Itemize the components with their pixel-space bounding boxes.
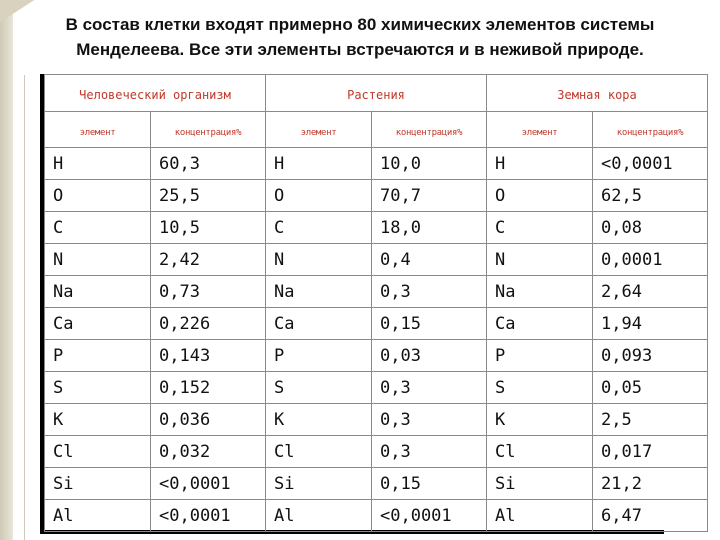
element-symbol-cell: S bbox=[487, 372, 593, 404]
concentration-cell: 60,3 bbox=[151, 148, 266, 180]
concentration-cell: 18,0 bbox=[372, 212, 487, 244]
element-symbol-cell: Al bbox=[45, 500, 151, 532]
element-symbol-cell: H bbox=[487, 148, 593, 180]
concentration-cell: 62,5 bbox=[593, 180, 708, 212]
concentration-cell: 0,152 bbox=[151, 372, 266, 404]
element-symbol-cell: S bbox=[266, 372, 372, 404]
element-symbol-cell: Si bbox=[487, 468, 593, 500]
table-row bbox=[45, 340, 708, 372]
table-row bbox=[45, 308, 708, 340]
group-plants: Растения bbox=[266, 75, 487, 112]
subheader-element: элемент bbox=[266, 112, 372, 148]
left-decorative-band bbox=[0, 0, 13, 540]
concentration-cell: <0,0001 bbox=[151, 468, 266, 500]
concentration-cell: 25,5 bbox=[151, 180, 266, 212]
concentration-cell: 0,3 bbox=[372, 276, 487, 308]
table-row bbox=[45, 404, 708, 436]
element-symbol-cell: K bbox=[266, 404, 372, 436]
table-row bbox=[45, 148, 708, 180]
concentration-cell: <0,0001 bbox=[593, 148, 708, 180]
concentration-cell: 0,15 bbox=[372, 308, 487, 340]
element-symbol-cell: C bbox=[487, 212, 593, 244]
element-symbol-cell: H bbox=[45, 148, 151, 180]
element-symbol-cell: P bbox=[45, 340, 151, 372]
element-symbol-cell: Ca bbox=[45, 308, 151, 340]
element-symbol-cell: Cl bbox=[266, 436, 372, 468]
subheader-concentration: концентрация% bbox=[372, 112, 487, 148]
concentration-cell: 0,0001 bbox=[593, 244, 708, 276]
concentration-cell: 0,093 bbox=[593, 340, 708, 372]
concentration-cell: 0,08 bbox=[593, 212, 708, 244]
concentration-cell: 70,7 bbox=[372, 180, 487, 212]
subheader-row bbox=[45, 112, 708, 148]
concentration-cell: 0,4 bbox=[372, 244, 487, 276]
concentration-cell: <0,0001 bbox=[151, 500, 266, 532]
element-symbol-cell: H bbox=[266, 148, 372, 180]
element-symbol-cell: Ca bbox=[487, 308, 593, 340]
table-row bbox=[45, 500, 708, 532]
table-row bbox=[45, 244, 708, 276]
concentration-cell: 21,2 bbox=[593, 468, 708, 500]
subheader-concentration: концентрация% bbox=[593, 112, 708, 148]
concentration-cell: 1,94 bbox=[593, 308, 708, 340]
element-symbol-cell: O bbox=[45, 180, 151, 212]
slide-title bbox=[15, 12, 705, 62]
element-symbol-cell: Ca bbox=[266, 308, 372, 340]
element-symbol-cell: P bbox=[266, 340, 372, 372]
concentration-cell: 6,47 bbox=[593, 500, 708, 532]
concentration-cell: 2,64 bbox=[593, 276, 708, 308]
element-symbol-cell: Si bbox=[45, 468, 151, 500]
element-symbol-cell: K bbox=[487, 404, 593, 436]
concentration-cell: 0,03 bbox=[372, 340, 487, 372]
slide-title-line-1: В состав клетки входят примерно 80 химических элементов системы bbox=[65, 15, 655, 34]
element-symbol-cell: Na bbox=[487, 276, 593, 308]
concentration-cell: 0,3 bbox=[372, 372, 487, 404]
concentration-cell: 0,73 bbox=[151, 276, 266, 308]
concentration-cell: 0,143 bbox=[151, 340, 266, 372]
table-row bbox=[45, 212, 708, 244]
concentration-cell: 10,0 bbox=[372, 148, 487, 180]
decorative-vertical-line bbox=[24, 75, 25, 540]
table-row bbox=[45, 276, 708, 308]
concentration-cell: 0,226 bbox=[151, 308, 266, 340]
element-symbol-cell: Al bbox=[266, 500, 372, 532]
element-symbol-cell: C bbox=[45, 212, 151, 244]
subheader-concentration: концентрация% bbox=[151, 112, 266, 148]
element-concentration-table bbox=[44, 74, 708, 532]
element-symbol-cell: P bbox=[487, 340, 593, 372]
table-body bbox=[45, 75, 708, 532]
table-row bbox=[45, 372, 708, 404]
element-symbol-cell: Cl bbox=[45, 436, 151, 468]
slide-title-line-2: Менделеева. Все эти элементы встречаются и в неживой природе. bbox=[76, 40, 644, 59]
element-symbol-cell: N bbox=[266, 244, 372, 276]
element-symbol-cell: N bbox=[487, 244, 593, 276]
concentration-cell: 0,036 bbox=[151, 404, 266, 436]
element-symbol-cell: C bbox=[266, 212, 372, 244]
element-symbol-cell: Cl bbox=[487, 436, 593, 468]
concentration-cell: 10,5 bbox=[151, 212, 266, 244]
concentration-cell: 2,42 bbox=[151, 244, 266, 276]
element-symbol-cell: Al bbox=[487, 500, 593, 532]
concentration-cell: 0,3 bbox=[372, 404, 487, 436]
group-header-row bbox=[45, 75, 708, 112]
element-symbol-cell: Na bbox=[45, 276, 151, 308]
element-symbol-cell: S bbox=[45, 372, 151, 404]
subheader-element: элемент bbox=[487, 112, 593, 148]
concentration-cell: 0,15 bbox=[372, 468, 487, 500]
table-row bbox=[45, 468, 708, 500]
element-symbol-cell: O bbox=[266, 180, 372, 212]
element-table-frame bbox=[40, 74, 684, 534]
subheader-element: элемент bbox=[45, 112, 151, 148]
element-symbol-cell: O bbox=[487, 180, 593, 212]
group-human-body: Человеческий организм bbox=[45, 75, 266, 112]
table-row bbox=[45, 436, 708, 468]
element-symbol-cell: Si bbox=[266, 468, 372, 500]
concentration-cell: 0,032 bbox=[151, 436, 266, 468]
concentration-cell: 0,05 bbox=[593, 372, 708, 404]
element-symbol-cell: K bbox=[45, 404, 151, 436]
element-symbol-cell: N bbox=[45, 244, 151, 276]
concentration-cell: 0,3 bbox=[372, 436, 487, 468]
element-symbol-cell: Na bbox=[266, 276, 372, 308]
table-row bbox=[45, 180, 708, 212]
concentration-cell: 0,017 bbox=[593, 436, 708, 468]
concentration-cell: 2,5 bbox=[593, 404, 708, 436]
concentration-cell: <0,0001 bbox=[372, 500, 487, 532]
group-earth-crust: Земная кора bbox=[487, 75, 708, 112]
